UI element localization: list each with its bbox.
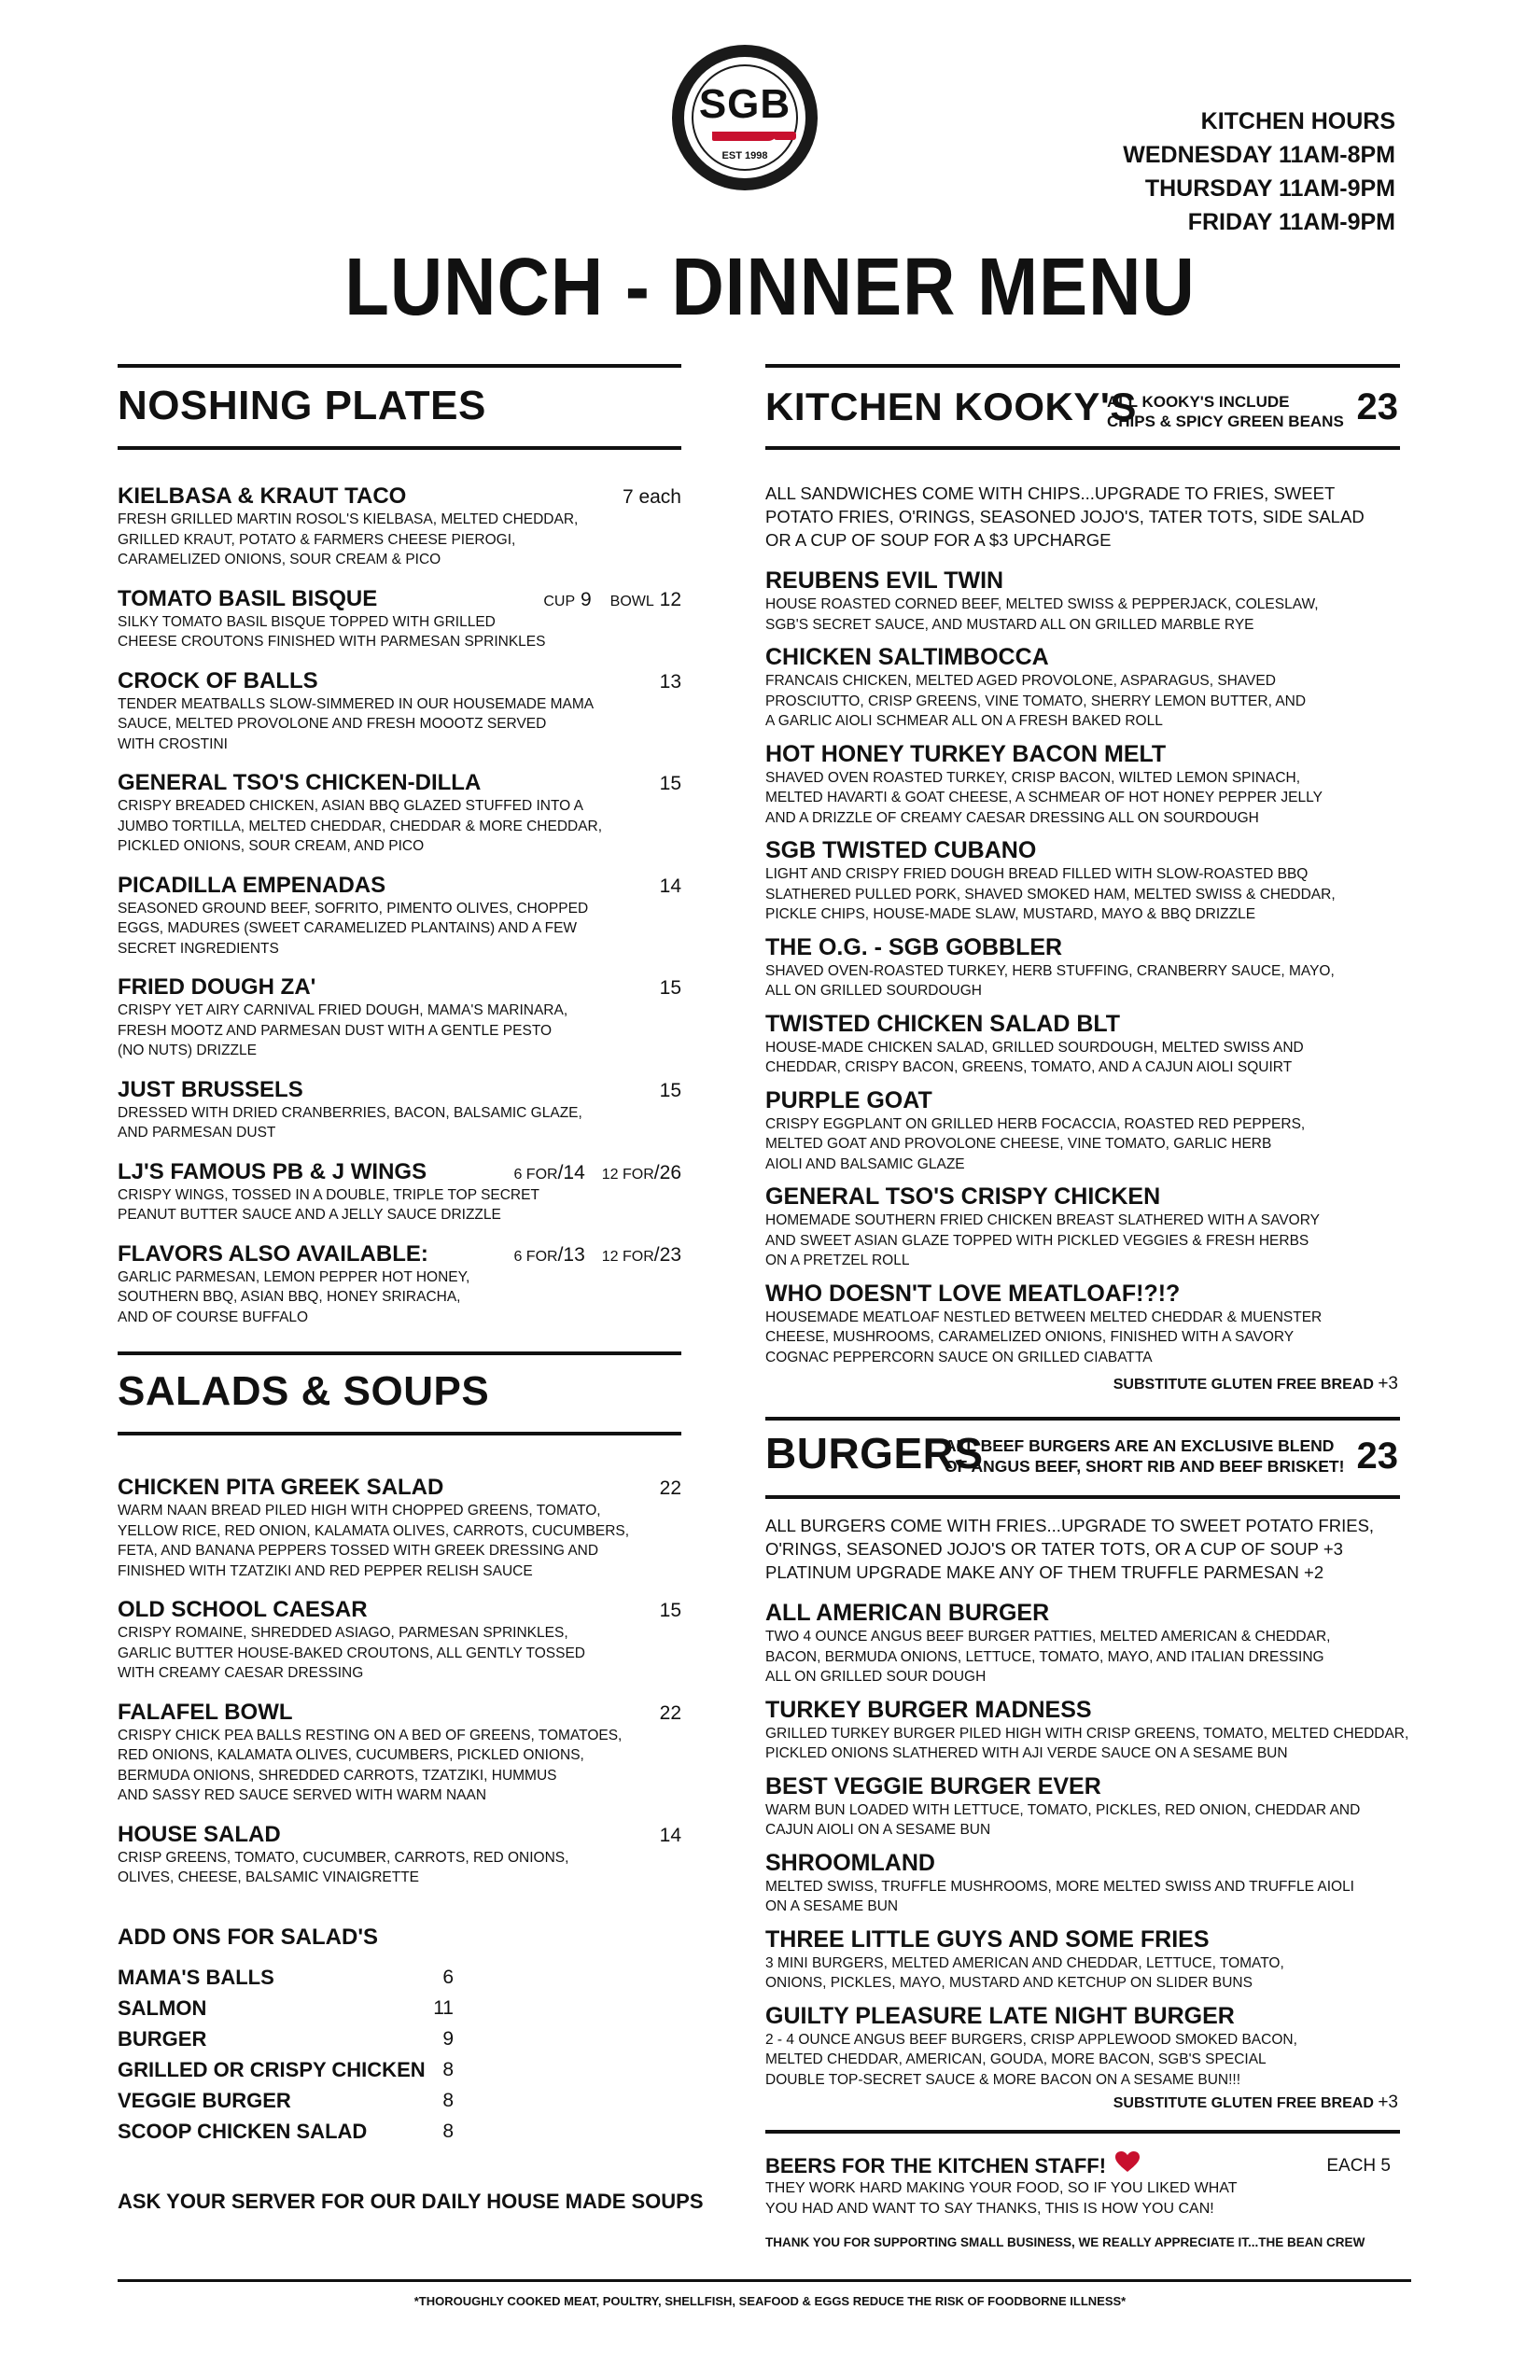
beers-title: BEERS FOR THE KITCHEN STAFF!	[765, 2154, 1107, 2177]
desc-line: GARLIC BUTTER HOUSE-BAKED CROUTONS, ALL GENTLY TOSSED	[118, 1645, 586, 1661]
menu-item-header	[118, 1700, 681, 1726]
menu-item	[765, 741, 1400, 829]
kooky-substitute	[1113, 1374, 1398, 1394]
desc-line: CRISPY BREADED CHICKEN, ASIAN BBQ GLAZED STUFFED INTO A	[118, 798, 583, 814]
menu-item-name: HOUSE SALAD	[118, 1821, 281, 1847]
menu-item-header	[118, 1475, 681, 1501]
beers-desc-line: YOU HAD AND WANT TO SAY THANKS, THIS IS HOW YOU CAN!	[765, 2201, 1214, 2217]
menu-item	[765, 1850, 1419, 1917]
desc-line: SILKY TOMATO BASIL BISQUE TOPPED WITH GRILLED	[118, 613, 496, 630]
desc-line: PROSCIUTTO, CRISP GREENS, VINE TOMATO, SHERRY LEMON BUTTER, AND	[765, 693, 1307, 709]
desc-line: DOUBLE TOP-SECRET SAUCE & MORE BACON ON A SESAME BUN!!!	[765, 2071, 1241, 2088]
desc-line: PICKLED ONIONS, SOUR CREAM, AND PICO	[118, 838, 425, 854]
menu-item-desc	[765, 595, 1400, 635]
menu-item-header	[765, 1773, 1419, 1800]
menu-item-desc	[118, 510, 681, 570]
menu-item-header	[118, 1241, 681, 1267]
menu-item	[765, 934, 1400, 1001]
desc-line: PICKLED ONIONS SLATHERED WITH AJI VERDE SAUCE ON A SESAME BUN	[765, 1745, 1288, 1761]
menu-item-name: TOMATO BASIL BISQUE	[118, 585, 378, 611]
menu-item-desc	[765, 864, 1400, 925]
menu-item-name: CHICKEN PITA GREEK SALAD	[118, 1475, 444, 1500]
menu-item-price: 15	[659, 773, 681, 794]
menu-item	[765, 1773, 1419, 1841]
menu-item-price: 22	[659, 1701, 681, 1724]
desc-line: CRISP GREENS, TOMATO, CUCUMBER, CARROTS, RED ONIONS,	[118, 1849, 569, 1866]
divider	[118, 446, 681, 450]
desc-line: HOMEMADE SOUTHERN FRIED CHICKEN BREAST SLATHERED WITH A SAVORY	[765, 1212, 1320, 1228]
menu-item-name: PURPLE GOAT	[765, 1086, 932, 1113]
burgers-intro-line: PLATINUM UPGRADE MAKE ANY OF THEM TRUFFLE PARMESAN +2	[765, 1562, 1324, 1582]
menu-item-name: CROCK OF BALLS	[118, 667, 318, 693]
desc-line: WITH CREAMY CAESAR DRESSING	[118, 1665, 364, 1681]
beers-price	[1326, 2156, 1391, 2177]
addon-price: 8	[442, 2058, 454, 2080]
desc-line: BACON, BERMUDA ONIONS, LETTUCE, TOMATO, MAYO, AND ITALIAN DRESSING	[765, 1648, 1324, 1665]
menu-item-header	[765, 1850, 1419, 1877]
menu-item	[118, 974, 681, 1061]
menu-item	[765, 1087, 1400, 1175]
menu-item	[765, 2003, 1419, 2091]
addon-name: BURGER	[118, 2026, 207, 2051]
desc-line: CARAMELIZED ONIONS, SOUR CREAM & PICO	[118, 552, 441, 567]
desc-line: CRISPY ROMAINE, SHREDDED ASIAGO, PARMESAN SPRINKLES,	[118, 1625, 568, 1641]
price-value: 23	[659, 1243, 681, 1266]
addon-price: 9	[442, 2027, 454, 2050]
desc-line: PEANUT BUTTER SAUCE AND A JELLY SAUCE DRIZZLE	[118, 1207, 501, 1223]
divider	[765, 1495, 1400, 1499]
menu-item-header	[118, 974, 681, 1001]
substitute-price: +3	[1378, 1374, 1398, 1393]
menu-item-desc	[118, 899, 681, 959]
menu-item-price: 15	[659, 977, 681, 999]
addon-price: 11	[433, 1996, 454, 2019]
desc-line: CRISPY YET AIRY CARNIVAL FRIED DOUGH, MAMA'S MARINARA,	[118, 1002, 568, 1018]
hours-title: KITCHEN HOURS	[1200, 108, 1395, 134]
price-value: 9	[580, 588, 592, 610]
desc-line: HOUSE-MADE CHICKEN SALAD, GRILLED SOURDOUGH, MELTED SWISS AND	[765, 1039, 1304, 1056]
menu-item	[118, 1700, 681, 1806]
menu-item-name: WHO DOESN'T LOVE MEATLOAF!?!?	[765, 1280, 1181, 1307]
knife-icon	[712, 132, 777, 141]
menu-item	[118, 770, 681, 857]
logo-est: EST 1998	[721, 150, 768, 161]
addons-title: ADD ONS FOR SALAD'S	[118, 1925, 379, 1950]
addon-row	[118, 1993, 454, 2023]
menu-item-header	[765, 1281, 1400, 1308]
price-value: 12	[659, 588, 681, 610]
menu-item-name: TWISTED CHICKEN SALAD BLT	[765, 1010, 1121, 1037]
menu-item-header	[765, 741, 1400, 768]
beers-price-value: 5	[1380, 2156, 1391, 2176]
menu-item-header	[765, 644, 1400, 671]
desc-line: MELTED HAVARTI & GOAT CHEESE, A SCHMEAR OF HOT HONEY PEPPER JELLY	[765, 790, 1323, 805]
menu-item	[118, 586, 681, 652]
desc-line: ALL ON GRILLED SOUR DOUGH	[765, 1669, 987, 1685]
desc-line: FRESH MOOTZ AND PARMESAN DUST WITH A GENTLE PESTO	[118, 1022, 553, 1039]
menu-item-price	[543, 589, 681, 611]
desc-line: AND PARMESAN DUST	[118, 1125, 276, 1141]
desc-line: SOUTHERN BBQ, ASIAN BBQ, HONEY SRIRACHA,	[118, 1289, 461, 1305]
desc-line: SEASONED GROUND BEEF, SOFRITO, PIMENTO OLIVES, CHOPPED	[118, 900, 589, 917]
menu-item-price: 13	[659, 670, 681, 693]
desc-line: MELTED CHEDDAR, AMERICAN, GOUDA, MORE BACON, SGB'S SPECIAL	[765, 2051, 1267, 2067]
desc-line: CAJUN AIOLI ON A SESAME BUN	[765, 1822, 991, 1838]
menu-item-desc	[765, 1038, 1400, 1078]
menu-item-name: FALAFEL BOWL	[118, 1699, 293, 1725]
desc-line: YELLOW RICE, RED ONION, KALAMATA OLIVES, CARROTS, CUCUMBERS,	[118, 1522, 630, 1539]
desc-line: MELTED SWISS, TRUFFLE MUSHROOMS, MORE MELTED SWISS AND TRUFFLE AIOLI	[765, 1878, 1354, 1895]
substitute-label: SUBSTITUTE GLUTEN FREE BREAD	[1113, 1377, 1374, 1393]
menu-item-desc	[118, 1267, 681, 1328]
menu-item-header	[765, 934, 1400, 961]
desc-line: ON A PRETZEL ROLL	[765, 1253, 910, 1268]
kooky-note-line: CHIPS & SPICY GREEN BEANS	[1107, 413, 1344, 430]
menu-item-desc	[765, 2030, 1419, 2091]
desc-line: (NO NUTS) DRIZZLE	[118, 1043, 257, 1058]
addon-row	[118, 2023, 454, 2054]
menu-item-price: 14	[659, 1824, 681, 1846]
divider	[765, 446, 1400, 450]
desc-line: BERMUDA ONIONS, SHREDDED CARROTS, TZATZIKI, HUMMUS	[118, 1767, 557, 1784]
desc-line: GRILLED TURKEY BURGER PILED HIGH WITH CRISP GREENS, TOMATO, MELTED CHEDDAR,	[765, 1725, 1409, 1742]
menu-item-desc	[118, 1001, 681, 1061]
price-label: CUP	[543, 593, 576, 609]
desc-line: COGNAC PEPPERCORN SAUCE ON GRILLED CIABATTA	[765, 1349, 1153, 1365]
burgers-intro-line: ALL BURGERS COME WITH FRIES...UPGRADE TO SWEET POTATO FRIES,	[765, 1516, 1375, 1535]
desc-line: SECRET INGREDIENTS	[118, 940, 279, 957]
substitute-label: SUBSTITUTE GLUTEN FREE BREAD	[1113, 2095, 1374, 2111]
menu-item-header	[765, 1926, 1419, 1953]
menu-item-header	[118, 770, 681, 796]
beers-price-label: EACH	[1326, 2156, 1377, 2176]
addon-name: SCOOP CHICKEN SALAD	[118, 2119, 368, 2143]
menu-item-header	[765, 1697, 1419, 1724]
soups-note: ASK YOUR SERVER FOR OUR DAILY HOUSE MADE SOUPS	[118, 2190, 704, 2213]
menu-item-name: CHICKEN SALTIMBOCCA	[765, 644, 1049, 670]
desc-line: EGGS, MADURES (SWEET CARAMELIZED PLANTAINS) AND A FEW	[118, 920, 578, 936]
menu-item	[765, 1011, 1400, 1078]
desc-line: TENDER MEATBALLS SLOW-SIMMERED IN OUR HOUSEMADE MAMA	[118, 695, 595, 712]
menu-item-name: GENERAL TSO'S CRISPY CHICKEN	[765, 1183, 1161, 1210]
burgers-note	[945, 1435, 1344, 1477]
menu-item-desc	[765, 1800, 1419, 1841]
burgers-substitute	[1113, 2093, 1398, 2113]
menu-item-desc	[118, 694, 681, 755]
desc-line: FETA, AND BANANA PEPPERS TOSSED WITH GREEK DRESSING AND	[118, 1543, 599, 1559]
kooky-intro-line: OR A CUP OF SOUP FOR A $3 UPCHARGE	[765, 530, 1112, 550]
menu-item-name: FLAVORS ALSO AVAILABLE:	[118, 1240, 428, 1267]
divider	[118, 1351, 681, 1355]
kooky-note-line: ALL KOOKY'S INCLUDE	[1107, 393, 1290, 411]
menu-item-desc	[765, 1627, 1419, 1687]
desc-line: AND A DRIZZLE OF CREAMY CAESAR DRESSING ALL ON SOURDOUGH	[765, 809, 1259, 826]
menu-item-header	[765, 1183, 1400, 1211]
desc-line: HOUSEMADE MEATLOAF NESTLED BETWEEN MELTED CHEDDAR & MUENSTER	[765, 1309, 1323, 1325]
desc-line: A GARLIC AIOLI SCHMEAR ALL ON A FRESH BAKED ROLL	[765, 713, 1163, 729]
desc-line: 2 - 4 OUNCE ANGUS BEEF BURGERS, CRISP APPLEWOOD SMOKED BACON,	[765, 2031, 1297, 2048]
menu-item-name: GENERAL TSO'S CHICKEN-DILLA	[118, 770, 482, 795]
desc-line: MELTED GOAT AND PROVOLONE CHEESE, VINE TOMATO, GARLIC HERB	[765, 1136, 1272, 1152]
menu-item-desc	[765, 671, 1400, 732]
hours-line: THURSDAY 11AM-9PM	[1144, 175, 1395, 202]
desc-line: ONIONS, PICKLES, MAYO, MUSTARD AND KETCHUP ON SLIDER BUNS	[765, 1975, 1253, 1991]
desc-line: SGB'S SECRET SAUCE, AND MUSTARD ALL ON GRILLED MARBLE RYE	[765, 616, 1254, 633]
menu-item	[118, 668, 681, 755]
menu-item	[765, 1697, 1419, 1764]
addon-price: 8	[442, 2089, 454, 2111]
addon-row	[118, 1962, 454, 1993]
addon-name: MAMA'S BALLS	[118, 1965, 274, 1989]
burgers-note-line: ALL BEEF BURGERS ARE AN EXCLUSIVE BLEND	[945, 1436, 1335, 1455]
menu-item	[765, 1600, 1419, 1687]
desc-line: RED ONIONS, KALAMATA OLIVES, CUCUMBERS, PICKLED ONIONS,	[118, 1747, 584, 1763]
desc-line: ON A SESAME BUN	[765, 1898, 899, 1914]
desc-line: SLATHERED PULLED PORK, SHAVED SMOKED HAM, MELTED SWISS & CHEDDAR,	[765, 886, 1336, 903]
desc-line: JUMBO TORTILLA, MELTED CHEDDAR, CHEDDAR & MORE CHEDDAR,	[118, 818, 603, 834]
price-value: 14	[563, 1161, 585, 1183]
price-value: 13	[563, 1243, 585, 1266]
menu-item-header	[118, 1822, 681, 1848]
desc-line: OLIVES, CHEESE, BALSAMIC VINAIGRETTE	[118, 1869, 420, 1885]
desc-line: FRESH GRILLED MARTIN ROSOL'S KIELBASA, MELTED CHEDDAR,	[118, 511, 579, 527]
menu-item-desc	[118, 1848, 681, 1888]
desc-line: CHEESE, MUSHROOMS, CARAMELIZED ONIONS, FINISHED WITH A SAVORY	[765, 1329, 1295, 1345]
menu-item	[118, 873, 681, 959]
price-value: 26	[659, 1161, 681, 1183]
menu-item-header	[118, 1077, 681, 1103]
desc-line: SHAVED OVEN ROASTED TURKEY, CRISP BACON, WILTED LEMON SPINACH,	[765, 769, 1301, 786]
menu-item	[765, 1183, 1400, 1271]
desc-line: DRESSED WITH DRIED CRANBERRIES, BACON, BALSAMIC GLAZE,	[118, 1104, 582, 1121]
menu-item-header	[118, 873, 681, 899]
menu-item-price: 6 FOR/14 12 FOR/26	[513, 1161, 681, 1183]
addon-row	[118, 2054, 454, 2085]
desc-line: TWO 4 OUNCE ANGUS BEEF BURGER PATTIES, MELTED AMERICAN & CHEDDAR,	[765, 1629, 1331, 1645]
desc-line: FINISHED WITH TZATZIKI AND RED PEPPER RELISH SAUCE	[118, 1562, 533, 1579]
beers-thanks: THANK YOU FOR SUPPORTING SMALL BUSINESS, WE REALLY APPRECIATE IT...THE BEAN CREW	[765, 2235, 1365, 2249]
addon-name: VEGGIE BURGER	[118, 2088, 291, 2112]
menu-item-header	[118, 1159, 681, 1185]
desc-line: WARM NAAN BREAD PILED HIGH WITH CHOPPED GREENS, TOMATO,	[118, 1503, 601, 1519]
menu-item-name: GUILTY PLEASURE LATE NIGHT BURGER	[765, 2002, 1235, 2029]
menu-item	[118, 1159, 681, 1225]
menu-item	[118, 1822, 681, 1888]
menu-item-desc	[765, 1114, 1400, 1175]
section-title-kooky: KITCHEN KOOKY'S	[765, 385, 1137, 428]
menu-item-header	[765, 837, 1400, 864]
menu-item-header	[765, 1087, 1400, 1114]
beers-block	[765, 2154, 1400, 2253]
divider	[765, 2130, 1400, 2134]
menu-item-price: 22	[659, 1477, 681, 1499]
desc-line: CRISPY WINGS, TOSSED IN A DOUBLE, TRIPLE TOP SECRET	[118, 1186, 539, 1203]
price-label: 12 FOR	[601, 1248, 654, 1265]
menu-item	[118, 1475, 681, 1581]
desc-line: AND SWEET ASIAN GLAZE TOPPED WITH PICKLED VEGGIES & FRESH HERBS	[765, 1232, 1309, 1249]
menu-item-price: 15	[659, 1079, 681, 1101]
section-title-noshing: NOSHING PLATES	[118, 383, 486, 428]
menu-item-name: PICADILLA EMPENADAS	[118, 872, 386, 898]
logo	[672, 45, 818, 190]
menu-item-price: 14	[659, 875, 681, 897]
menu-item-desc	[118, 1501, 681, 1581]
menu-item-name: SGB TWISTED CUBANO	[765, 837, 1037, 863]
menu-item	[765, 567, 1400, 635]
section-title-burgers: BURGERS	[765, 1429, 984, 1477]
hours-line: FRIDAY 11AM-9PM	[1187, 209, 1395, 235]
menu-item-name: BEST VEGGIE BURGER EVER	[765, 1772, 1101, 1799]
menu-item-price: 7 each	[622, 486, 681, 508]
desc-line: FRANCAIS CHICKEN, MELTED AGED PROVOLONE, ASPARAGUS, SHAVED	[765, 673, 1276, 689]
addon-price: 8	[442, 2120, 454, 2142]
menu-item-name: ALL AMERICAN BURGER	[765, 1600, 1050, 1626]
kitchen-hours	[1123, 105, 1395, 239]
menu-item-name: SHROOMLAND	[765, 1849, 935, 1876]
desc-line: 3 MINI BURGERS, MELTED AMERICAN AND CHEDDAR, LETTUCE, TOMATO,	[765, 1954, 1284, 1971]
burgers-intro-line: O'RINGS, SEASONED JOJO'S OR TATER TOTS, OR A CUP OF SOUP +3	[765, 1539, 1343, 1559]
menu-item-desc	[118, 1726, 681, 1806]
menu-item-name: FRIED DOUGH ZA'	[118, 974, 316, 1000]
divider	[765, 1417, 1400, 1421]
desc-line: ALL ON GRILLED SOURDOUGH	[765, 983, 982, 999]
menu-item	[765, 644, 1400, 732]
kooky-intro-line: ALL SANDWICHES COME WITH CHIPS...UPGRADE TO FRIES, SWEET	[765, 483, 1336, 503]
desc-line: SHAVED OVEN-ROASTED TURKEY, HERB STUFFING, CRANBERRY SAUCE, MAYO,	[765, 962, 1335, 979]
menu-item-price: 15	[659, 1600, 681, 1621]
menu-item-header	[118, 668, 681, 694]
section-title-salads: SALADS & SOUPS	[118, 1368, 490, 1414]
menu-item-desc	[765, 1953, 1419, 1994]
page-title: LUNCH - DINNER MENU	[344, 240, 1196, 333]
menu-item-header	[765, 567, 1400, 595]
desc-line: WARM BUN LOADED WITH LETTUCE, TOMATO, PICKLES, RED ONION, CHEDDAR AND	[765, 1801, 1361, 1818]
menu-item	[118, 1241, 681, 1328]
burgers-intro	[765, 1514, 1400, 1584]
addons-list	[118, 1962, 454, 2147]
menu-item-desc	[118, 1185, 681, 1225]
menu-item	[118, 1597, 681, 1684]
kooky-intro	[765, 482, 1400, 552]
salads-list	[118, 1475, 681, 1904]
divider	[118, 364, 681, 368]
desc-line: CHEESE CROUTONS FINISHED WITH PARMESAN SPRINKLES	[118, 634, 546, 650]
menu-item-name: TURKEY BURGER MADNESS	[765, 1696, 1092, 1723]
addon-name: SALMON	[118, 1995, 207, 2020]
kooky-intro-line: POTATO FRIES, O'RINGS, SEASONED JOJO'S, TATER TOTS, SIDE SALAD	[765, 507, 1365, 526]
menu-item-desc	[765, 768, 1400, 829]
menu-item-header	[118, 483, 681, 510]
desc-line: SAUCE, MELTED PROVOLONE AND FRESH MOOOTZ SERVED	[118, 716, 547, 732]
beers-desc	[765, 2178, 1400, 2219]
menu-item	[765, 1281, 1400, 1368]
burgers-list	[765, 1600, 1419, 2099]
menu-item-desc	[118, 1103, 681, 1143]
menu-item	[765, 1926, 1419, 1994]
menu-item-name: OLD SCHOOL CAESAR	[118, 1597, 368, 1622]
menu-item	[118, 483, 681, 570]
menu-item-desc	[765, 1877, 1419, 1917]
desc-line: WITH CROSTINI	[118, 735, 228, 752]
kooky-price: 23	[1356, 386, 1398, 427]
addon-row	[118, 2085, 454, 2116]
knife-handle-icon	[774, 132, 796, 140]
substitute-price: +3	[1378, 2093, 1398, 2112]
menu-item-name: REUBENS EVIL TWIN	[765, 567, 1004, 594]
desc-line: GRILLED KRAUT, POTATO & FARMERS CHEESE PIEROGI,	[118, 531, 516, 548]
heart-icon	[1115, 2151, 1140, 2174]
desc-line: CRISPY CHICK PEA BALLS RESTING ON A BED OF GREENS, TOMATOES,	[118, 1727, 623, 1743]
hours-line: WEDNESDAY 11AM-8PM	[1123, 142, 1395, 168]
menu-item-name: LJ'S FAMOUS PB & J WINGS	[118, 1158, 427, 1184]
price-label: 6 FOR	[513, 1166, 558, 1183]
menu-item-desc	[765, 961, 1400, 1001]
menu-item-desc	[118, 612, 681, 652]
desc-line: LIGHT AND CRISPY FRIED DOUGH BREAD FILLED WITH SLOW-ROASTED BBQ	[765, 866, 1309, 882]
menu-item	[765, 837, 1400, 925]
addon-name: GRILLED OR CRISPY CHICKEN	[118, 2057, 426, 2081]
price-label: BOWL	[609, 593, 654, 609]
menu-item-desc	[765, 1211, 1400, 1271]
desc-line: CRISPY EGGPLANT ON GRILLED HERB FOCACCIA, ROASTED RED PEPPERS,	[765, 1115, 1306, 1132]
price-label: 6 FOR	[513, 1248, 558, 1265]
kooky-note	[1107, 392, 1344, 431]
burgers-note-line: OF ANGUS BEEF, SHORT RIB AND BEEF BRISKET!	[945, 1457, 1345, 1476]
desc-line: AND SASSY RED SAUCE SERVED WITH WARM NAAN	[118, 1787, 487, 1803]
menu-item	[118, 1077, 681, 1143]
desc-line: AND OF COURSE BUFFALO	[118, 1309, 309, 1325]
desc-line: AIOLI AND BALSAMIC GLAZE	[765, 1155, 965, 1172]
desc-line: CHEDDAR, CRISPY BACON, GREENS, TOMATO, AND A CAJUN AIOLI SQUIRT	[765, 1059, 1293, 1075]
menu-item-desc	[118, 1623, 681, 1684]
desc-line: PICKLE CHIPS, HOUSE-MADE SLAW, MUSTARD, MAYO & BBQ DRIZZLE	[765, 906, 1256, 922]
menu-item-name: THREE LITTLE GUYS AND SOME FRIES	[765, 1925, 1210, 1953]
noshing-list	[118, 483, 681, 1343]
menu-item-name: KIELBASA & KRAUT TACO	[118, 483, 407, 509]
divider	[765, 364, 1400, 368]
beers-desc-line: THEY WORK HARD MAKING YOUR FOOD, SO IF YOU LIKED WHAT	[765, 2180, 1238, 2196]
addon-price: 6	[442, 1966, 454, 1988]
menu-item-header	[765, 1600, 1419, 1627]
menu-item-header	[118, 1597, 681, 1623]
addon-row	[118, 2116, 454, 2147]
menu-item-name: HOT HONEY TURKEY BACON MELT	[765, 740, 1167, 767]
menu-item-header	[765, 1011, 1400, 1038]
burgers-price: 23	[1356, 1435, 1398, 1477]
divider	[118, 1432, 681, 1435]
disclaimer: *THOROUGHLY COOKED MEAT, POULTRY, SHELLFISH, SEAFOOD & EGGS REDUCE THE RISK OF FOODBORNE ILLNESS*	[413, 2294, 1127, 2308]
desc-line: HOUSE ROASTED CORNED BEEF, MELTED SWISS & PEPPERJACK, COLESLAW,	[765, 596, 1319, 612]
kooky-list	[765, 567, 1400, 1377]
menu-item-header	[765, 2003, 1419, 2030]
price-label: 12 FOR	[601, 1166, 654, 1183]
menu-item-desc	[765, 1308, 1400, 1368]
menu-item-header	[118, 586, 681, 612]
menu-item-name: JUST BRUSSELS	[118, 1076, 303, 1102]
menu-item-name: THE O.G. - SGB GOBBLER	[765, 933, 1063, 960]
logo-text: SGB	[698, 81, 791, 127]
menu-item-desc	[118, 796, 681, 857]
menu-item-price: 6 FOR/13 12 FOR/23	[513, 1243, 681, 1266]
divider	[118, 2279, 1411, 2282]
menu-item-desc	[765, 1724, 1419, 1764]
desc-line: GARLIC PARMESAN, LEMON PEPPER HOT HONEY,	[118, 1268, 470, 1285]
